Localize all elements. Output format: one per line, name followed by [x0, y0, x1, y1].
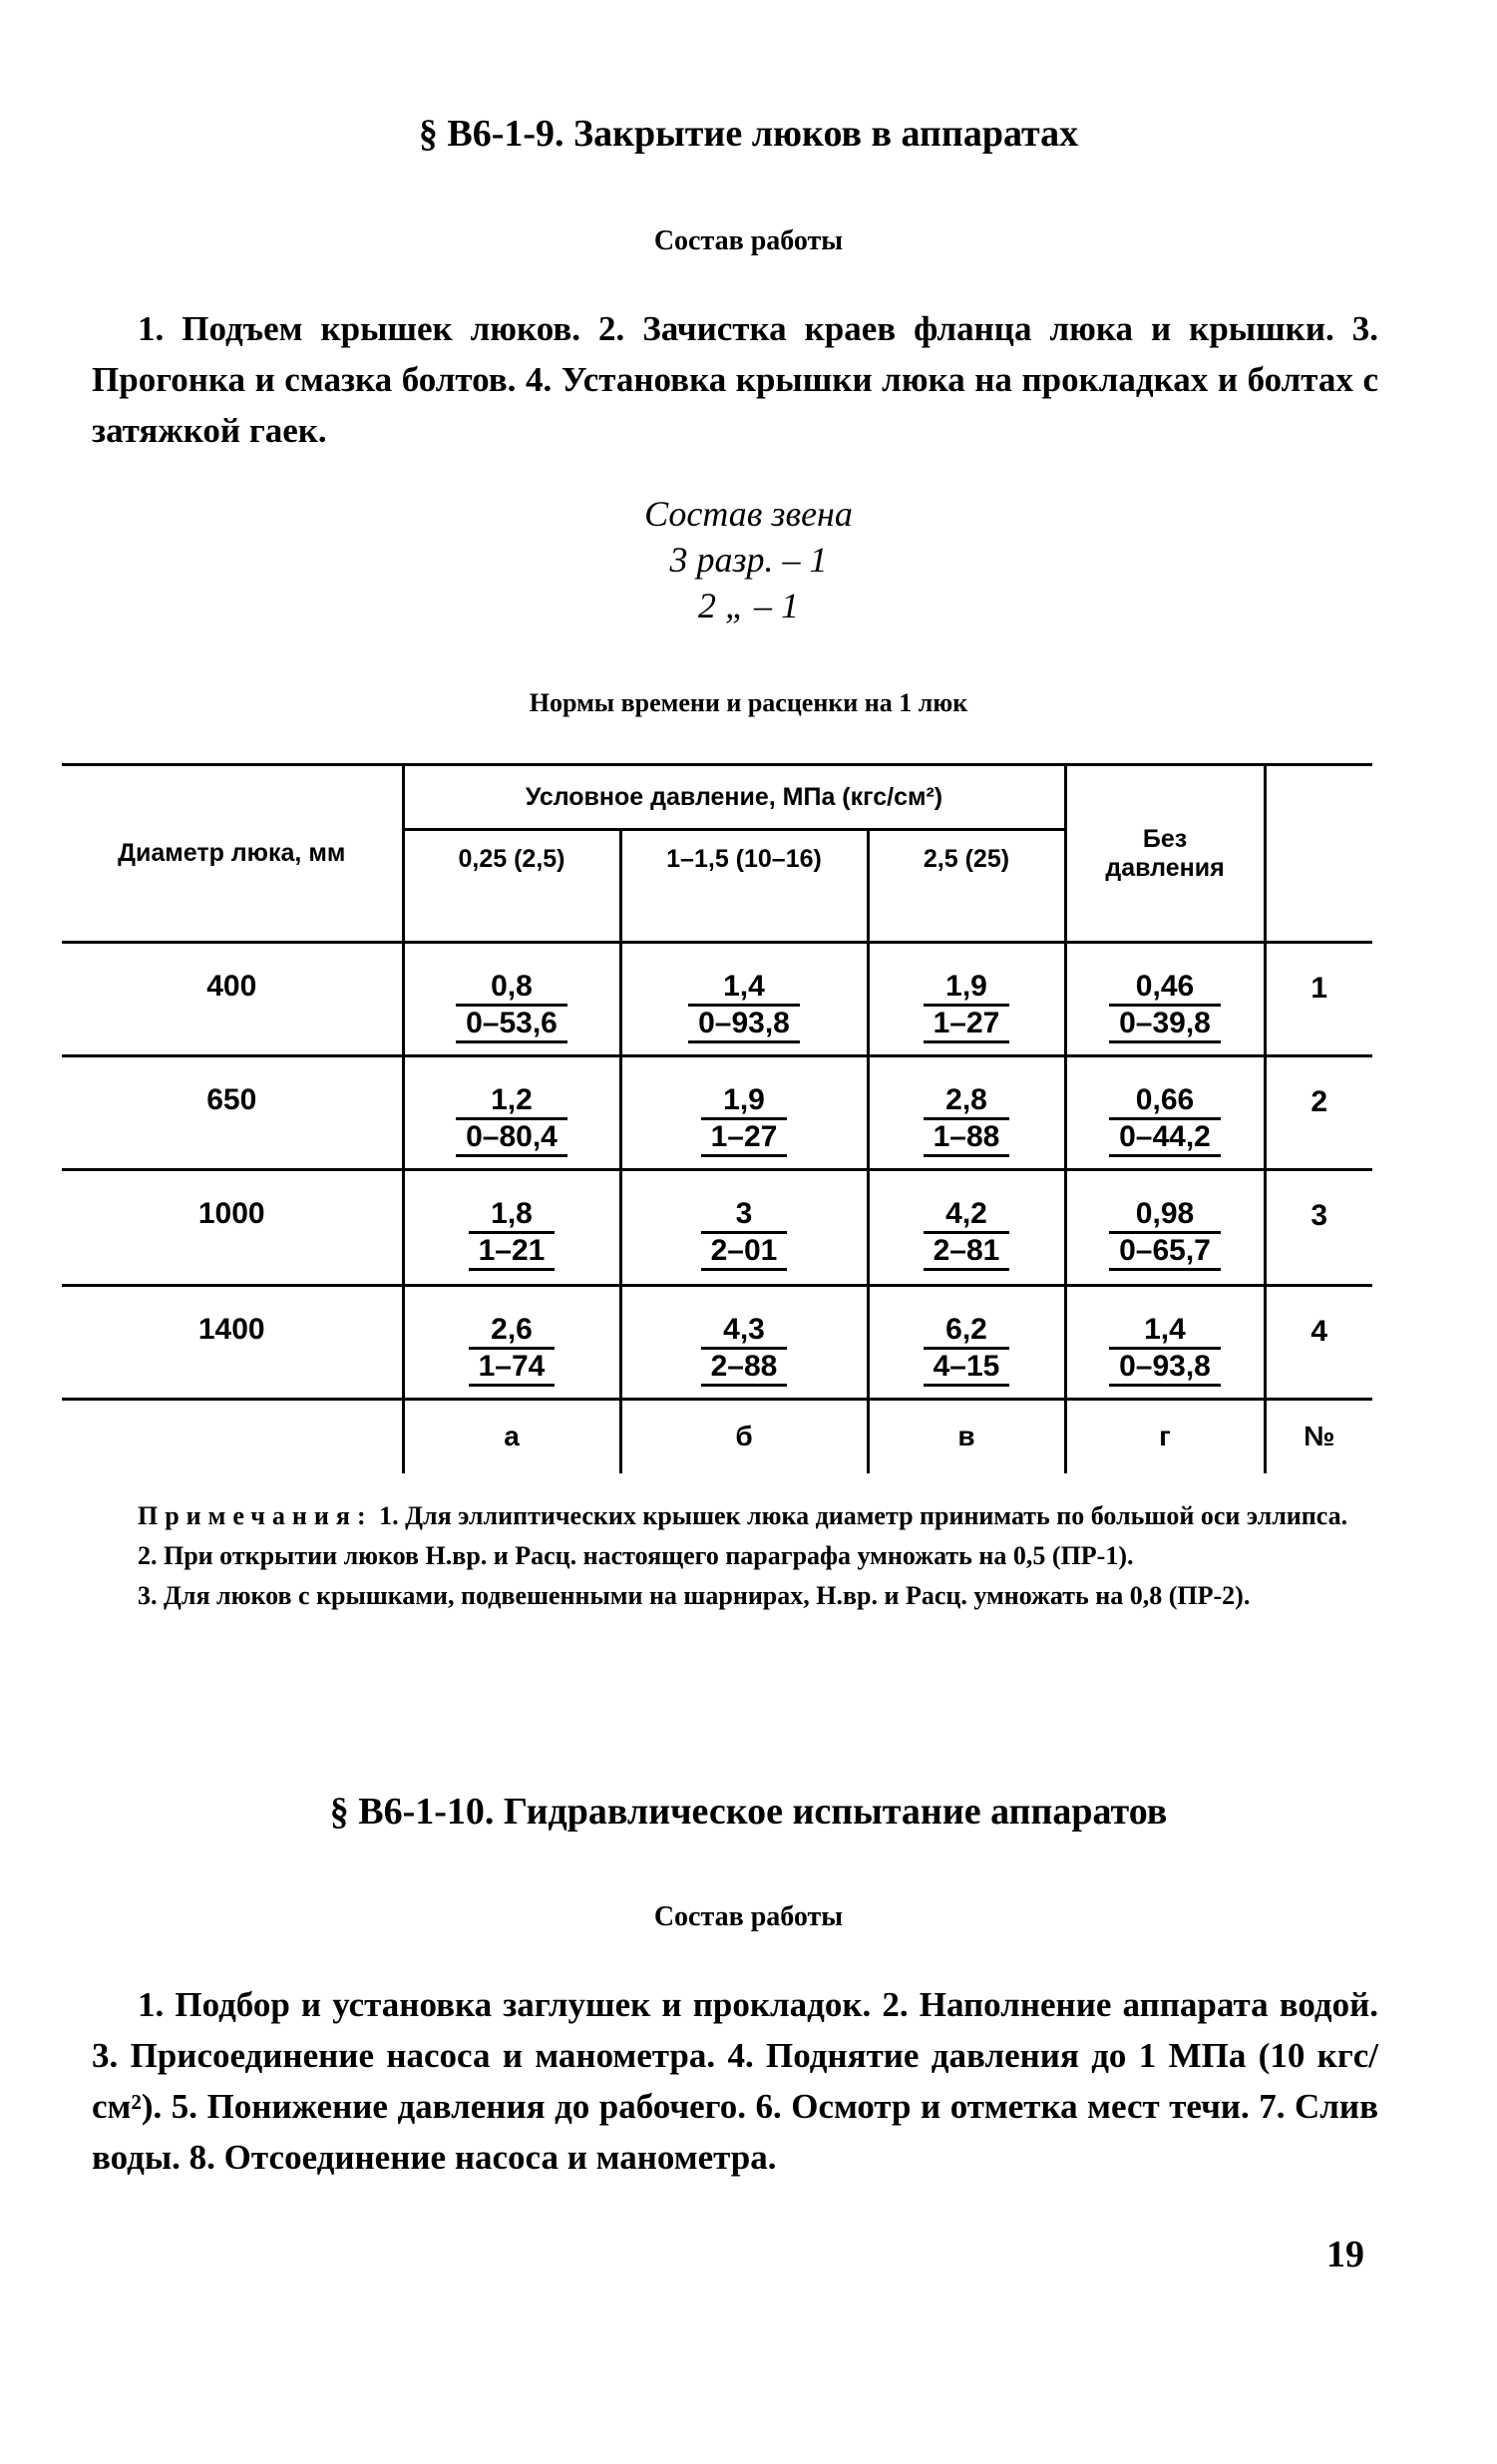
time-norm: 1,4: [1109, 1313, 1221, 1350]
time-norm: 1,2: [456, 1083, 567, 1120]
work-description-2: 1. Подбор и установка заглушек и прокладок. 2. Наполнение аппарата водой. 3. Присоединение насоса и манометра. 4. Поднятие давления до 1 МПа (10 кгс/см²). 5. Понижение давления до рабочего. 6. Осмотр и отметка мест течи. 7. Слив воды. 8. Отсоединение насоса и манометра.: [92, 1985, 1378, 2177]
note-1: [138, 1496, 1374, 1536]
header-no-pressure: Без давления: [1065, 765, 1265, 943]
header-p3: 2,5 (25): [868, 830, 1065, 943]
table-row: [62, 943, 1372, 1056]
time-norm: 0,98: [1109, 1197, 1221, 1234]
diameter-cell: 1000: [62, 1170, 403, 1286]
time-norm: 6,2: [924, 1313, 1010, 1350]
rate: 1–74: [469, 1350, 556, 1387]
rate: 0–44,2: [1109, 1120, 1221, 1157]
value-cell: [868, 1170, 1065, 1286]
row-number: 4: [1265, 1286, 1372, 1400]
diameter-cell: 650: [62, 1056, 403, 1170]
value-cell: [620, 1286, 868, 1400]
time-norm: 0,8: [456, 970, 567, 1007]
table-header-row: [62, 765, 1372, 830]
column-letter: г: [1065, 1400, 1265, 1473]
row-number: 3: [1265, 1170, 1372, 1286]
value-cell: [1065, 1286, 1265, 1400]
header-p1: 0,25 (2,5): [403, 830, 620, 943]
time-norm: 1,8: [469, 1197, 556, 1234]
value-cell: [868, 1286, 1065, 1400]
rate: 0–93,8: [688, 1007, 800, 1043]
rate: 0–80,4: [456, 1120, 567, 1157]
diameter-cell: 400: [206, 970, 257, 1003]
page-number: 19: [1326, 2234, 1364, 2275]
table-caption: Нормы времени и расценки на 1 люк: [529, 688, 968, 717]
work-description: 1. Подъем крышек люков. 2. Зачистка краев фланца люка и крышки. 3. Прогонка и смазка болтов. 4. Установка крышки люка на прокладках и болтах с затяжкой гаек.: [92, 309, 1378, 450]
value-cell: [403, 1170, 620, 1286]
rate: 0–53,6: [456, 1007, 567, 1043]
value-cell: [620, 1170, 868, 1286]
section-title-2: § В6-1-10. Гидравлическое испытание аппаратов: [329, 1791, 1168, 1833]
table-row: [62, 1170, 1372, 1286]
value-cell: [403, 1056, 620, 1170]
rate: 1–27: [924, 1007, 1010, 1043]
time-norm: 0,46: [1109, 970, 1221, 1007]
rate: 0–65,7: [1109, 1234, 1221, 1271]
rate: 4–15: [924, 1350, 1010, 1387]
rate: 0–93,8: [1109, 1350, 1221, 1387]
crew-line-2: 2 „ – 1: [697, 586, 800, 625]
time-norm: 4,3: [701, 1313, 788, 1350]
time-norm: 1,4: [688, 970, 800, 1007]
column-letter: №: [1265, 1400, 1372, 1473]
header-p2: 1–1,5 (10–16): [620, 830, 868, 943]
diameter-cell: 1400: [62, 1286, 403, 1400]
table-row: [62, 1056, 1372, 1170]
rate: 1–88: [924, 1120, 1010, 1157]
rate: 2–88: [701, 1350, 788, 1387]
crew-line-1: 3 разр. – 1: [669, 540, 828, 580]
value-cell: [868, 1056, 1065, 1170]
rate: 0–39,8: [1109, 1007, 1221, 1043]
rate: 2–81: [924, 1234, 1010, 1271]
work-heading-2: Состав работы: [653, 1901, 844, 1932]
value-cell: [403, 1286, 620, 1400]
crew-heading: Состав звена: [644, 494, 853, 534]
time-norm: 2,8: [924, 1083, 1010, 1120]
value-cell: [1065, 943, 1265, 1056]
work-heading: Состав работы: [653, 225, 844, 256]
row-number: 1: [1265, 943, 1372, 1056]
row-number: 2: [1265, 1056, 1372, 1170]
value-cell: [1065, 1056, 1265, 1170]
section-title: § В6-1-9. Закрытие люков в аппаратах: [418, 113, 1079, 155]
header-diameter: Диаметр люка, мм: [62, 765, 403, 943]
note-2: 2. При открытии люков Н.вр. и Расц. настоящего параграфа умножать на 0,5 (ПР-1).: [138, 1541, 1134, 1570]
value-cell: [868, 943, 1065, 1056]
notes: [138, 1496, 1374, 1616]
column-letter: б: [620, 1400, 868, 1473]
value-cell: [620, 943, 868, 1056]
column-letter: в: [868, 1400, 1065, 1473]
table-footer-row: [62, 1400, 1372, 1473]
norms-table: [62, 763, 1372, 1473]
value-cell: [403, 943, 620, 1056]
rate: 1–27: [701, 1120, 788, 1157]
time-norm: 1,9: [701, 1083, 788, 1120]
time-norm: 1,9: [924, 970, 1010, 1007]
value-cell: [620, 1056, 868, 1170]
column-letter: а: [403, 1400, 620, 1473]
time-norm: 3: [701, 1197, 788, 1234]
header-pressure: Условное давление, МПа (кгс/см²): [403, 765, 1065, 830]
rate: 2–01: [701, 1234, 788, 1271]
note-1-text: 1. Для эллиптических крышек люка диаметр принимать по большой оси эллипса.: [379, 1501, 1348, 1530]
notes-label: Примечания:: [138, 1501, 373, 1530]
note-3: 3. Для люков с крышками, подвешенными на шарнирах, Н.вр. и Расц. умножать на 0,8 (ПР-2).: [138, 1581, 1251, 1610]
time-norm: 2,6: [469, 1313, 556, 1350]
header-blank: [1265, 765, 1372, 943]
table-row: [62, 1286, 1372, 1400]
footer-blank: [62, 1400, 403, 1473]
value-cell: [1065, 1170, 1265, 1286]
time-norm: 4,2: [924, 1197, 1010, 1234]
time-norm: 0,66: [1109, 1083, 1221, 1120]
rate: 1–21: [469, 1234, 556, 1271]
